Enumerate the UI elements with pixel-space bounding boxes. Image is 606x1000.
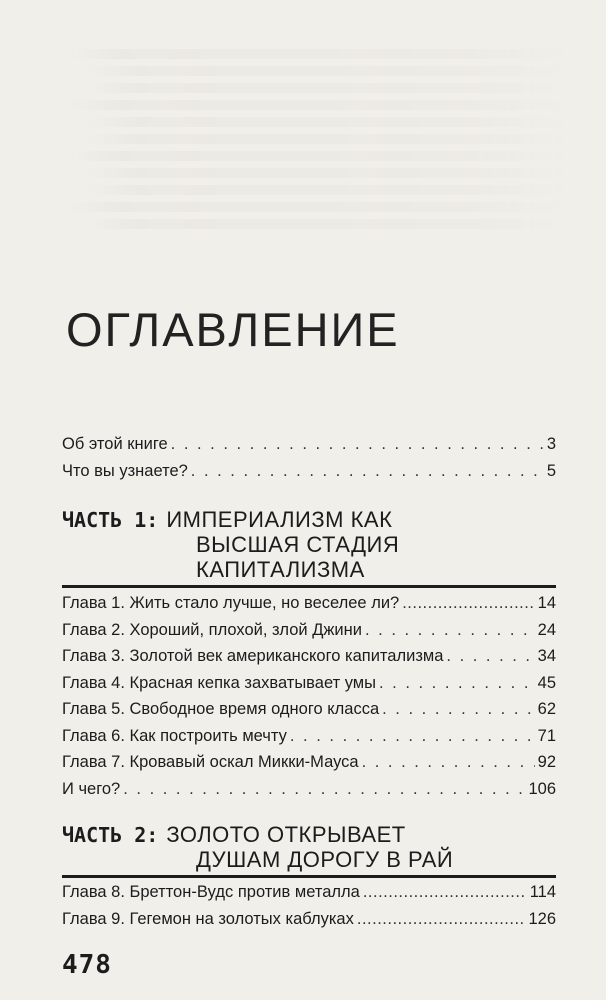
toc-entry-label: Глава 3. Золотой век американского капитализма <box>62 647 444 665</box>
toc-entry[interactable] <box>62 431 556 458</box>
bleed-line <box>88 83 570 93</box>
toc-title: ОГЛАВЛЕНИЕ <box>66 303 400 356</box>
bleed-line <box>88 117 570 127</box>
bleed-line <box>88 134 570 144</box>
bleed-line <box>88 66 570 76</box>
bleed-through-texture <box>70 42 570 236</box>
bleed-line <box>70 151 570 161</box>
leader-dots <box>365 617 535 644</box>
toc-entry-page: 45 <box>537 673 556 692</box>
leader-dots <box>191 458 544 485</box>
leader-dots <box>123 776 525 803</box>
toc-entry-page: 106 <box>528 779 556 798</box>
bleed-line <box>88 219 570 229</box>
toc-entry-page: 3 <box>546 435 556 453</box>
leader-dots <box>362 749 535 776</box>
leader-dots <box>357 906 526 933</box>
part-title-line: ДУШАМ ДОРОГУ В РАЙ <box>196 847 454 872</box>
toc-entry-label: Глава 4. Красная кепка захватывает умы <box>62 673 376 692</box>
part-2-heading <box>62 822 556 878</box>
toc-entry[interactable] <box>62 906 556 933</box>
toc-entry[interactable] <box>62 696 556 723</box>
toc-entry[interactable] <box>62 879 556 906</box>
toc-entry-label: Глава 6. Как построить мечту <box>62 726 287 745</box>
toc-entry-page: 14 <box>537 594 556 612</box>
part-1-heading <box>62 507 556 588</box>
bleed-line <box>88 185 570 195</box>
toc-intro <box>62 431 556 484</box>
toc-entry-label: Глава 8. Бреттон-Вудс против металла <box>62 883 360 901</box>
part-title-line: ИМПЕРИАЛИЗМ КАК <box>166 507 393 532</box>
toc-entry-page: 34 <box>537 647 556 665</box>
part-divider <box>62 875 556 878</box>
toc-entry-page: 126 <box>528 909 556 928</box>
toc-entry[interactable] <box>62 723 556 750</box>
toc-entry-page: 62 <box>537 700 556 718</box>
toc-entry-label: Об этой книге <box>62 435 168 453</box>
part-title-line: КАПИТАЛИЗМА <box>196 557 365 582</box>
leader-dots <box>363 879 527 906</box>
part-label: ЧАСТЬ 1: <box>62 508 159 532</box>
toc-entry-label: Глава 5. Свободное время одного класса <box>62 700 380 718</box>
toc-entry-label: Что вы узнаете? <box>62 461 188 480</box>
bleed-line <box>70 49 570 59</box>
leader-dots <box>446 643 534 670</box>
part-divider <box>62 585 556 588</box>
page-number: 478 <box>62 950 112 980</box>
toc-entry[interactable] <box>62 643 556 670</box>
leader-dots <box>382 696 535 723</box>
toc-entry[interactable] <box>62 776 556 803</box>
toc-entry-page: 114 <box>529 883 556 901</box>
toc-entry[interactable] <box>62 590 556 617</box>
toc-entry[interactable] <box>62 670 556 697</box>
leader-dots <box>402 590 534 617</box>
toc-entry-label: Глава 9. Гегемон на золотых каблуках <box>62 909 354 928</box>
part-title-line: ЗОЛОТО ОТКРЫВАЕТ <box>166 822 406 847</box>
toc-entry-page: 92 <box>537 753 556 771</box>
toc-entry-page: 71 <box>537 726 556 745</box>
leader-dots <box>171 431 544 458</box>
toc-entry[interactable] <box>62 458 556 485</box>
part-1-chapters <box>62 590 556 802</box>
toc-entry[interactable] <box>62 617 556 644</box>
part-label: ЧАСТЬ 2: <box>62 823 159 847</box>
toc-entry-label: Глава 1. Жить стало лучше, но веселее ли? <box>62 594 400 612</box>
bleed-line <box>70 100 570 110</box>
part-title-line: ВЫСШАЯ СТАДИЯ <box>196 532 400 557</box>
toc-entry-label: Глава 2. Хороший, плохой, злой Джини <box>62 620 362 639</box>
leader-dots <box>290 723 535 750</box>
toc-entry-page: 24 <box>537 620 556 639</box>
toc-entry-label: И чего? <box>62 779 121 798</box>
part-2-chapters <box>62 879 556 932</box>
toc-entry[interactable] <box>62 749 556 776</box>
leader-dots <box>379 670 535 697</box>
toc-entry-page: 5 <box>546 461 556 480</box>
bleed-line <box>88 168 570 178</box>
toc-entry-label: Глава 7. Кровавый оскал Микки-Мауса <box>62 753 359 771</box>
bleed-line <box>70 202 570 212</box>
